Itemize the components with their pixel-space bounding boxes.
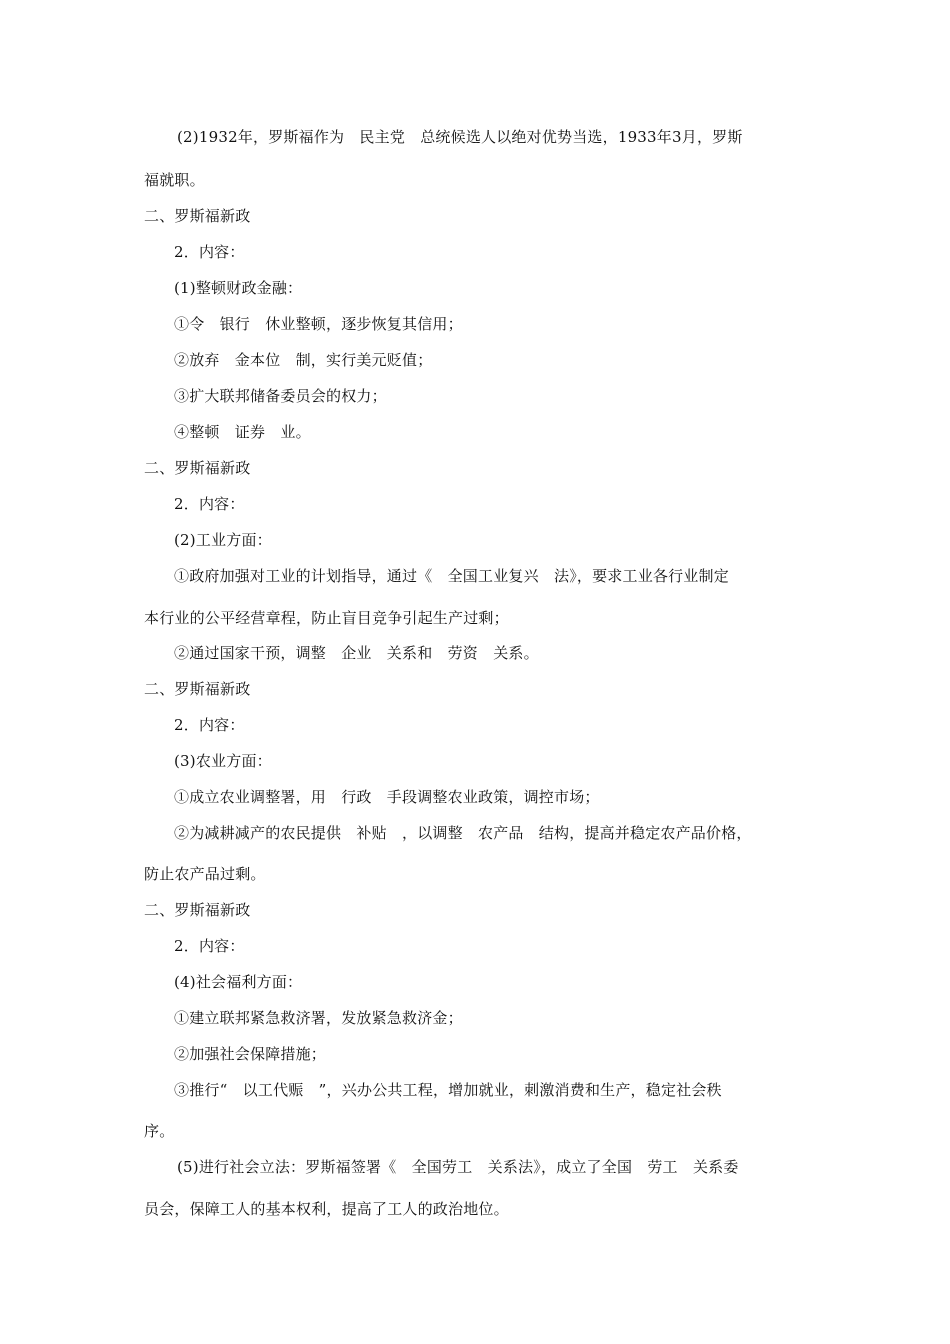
list-item-cont: 序。 (144, 1122, 175, 1140)
paragraph-election-cont: 福就职。 (144, 171, 205, 189)
subheading-content: 2．内容： (174, 716, 245, 734)
list-item: ④整顿 证券 业。 (174, 423, 311, 441)
topic-legislation: (5)进行社会立法：罗斯福签署《 全国劳工 关系法》，成立了全国 劳工 关系委 (177, 1158, 739, 1176)
list-item: ③扩大联邦储备委员会的权力； (174, 387, 387, 405)
topic-agriculture: (3)农业方面： (174, 752, 272, 770)
topic-legislation-cont: 员会，保障工人的基本权利，提高了工人的政治地位。 (144, 1200, 509, 1218)
section-heading: 二、罗斯福新政 (144, 680, 251, 698)
subheading-content: 2．内容： (174, 937, 245, 955)
topic-finance: (1)整顿财政金融： (174, 279, 303, 297)
list-item: ②通过国家干预，调整 企业 关系和 劳资 关系。 (174, 644, 539, 662)
list-item-cont: 本行业的公平经营章程，防止盲目竞争引起生产过剩； (144, 609, 509, 627)
section-heading: 二、罗斯福新政 (144, 459, 251, 477)
section-heading: 二、罗斯福新政 (144, 901, 251, 919)
paragraph-election: (2)1932年，罗斯福作为 民主党 总统候选人以绝对优势当选，1933年3月，罗斯 (177, 128, 743, 146)
topic-industry: (2)工业方面： (174, 531, 272, 549)
list-item: ③推行“ 以工代赈 ”，兴办公共工程，增加就业，刺激消费和生产，稳定社会秩 (174, 1081, 722, 1099)
list-item: ①建立联邦紧急救济署，发放紧急救济金； (174, 1009, 463, 1027)
list-item: ②放弃 金本位 制，实行美元贬值； (174, 351, 433, 369)
subheading-content: 2．内容： (174, 495, 245, 513)
list-item: ①令 银行 休业整顿，逐步恢复其信用； (174, 315, 463, 333)
section-heading: 二、罗斯福新政 (144, 207, 251, 225)
list-item: ①成立农业调整署，用 行政 手段调整农业政策，调控市场； (174, 788, 600, 806)
topic-welfare: (4)社会福利方面： (174, 973, 303, 991)
subheading-content: 2．内容： (174, 243, 245, 261)
list-item-cont: 防止农产品过剩。 (144, 865, 266, 883)
list-item: ①政府加强对工业的计划指导，通过《 全国工业复兴 法》，要求工业各行业制定 (174, 567, 729, 585)
list-item: ②为减耕减产的农民提供 补贴 ，以调整 农产品 结构，提高并稳定农产品价格， (174, 824, 752, 842)
list-item: ②加强社会保障措施； (174, 1045, 327, 1063)
